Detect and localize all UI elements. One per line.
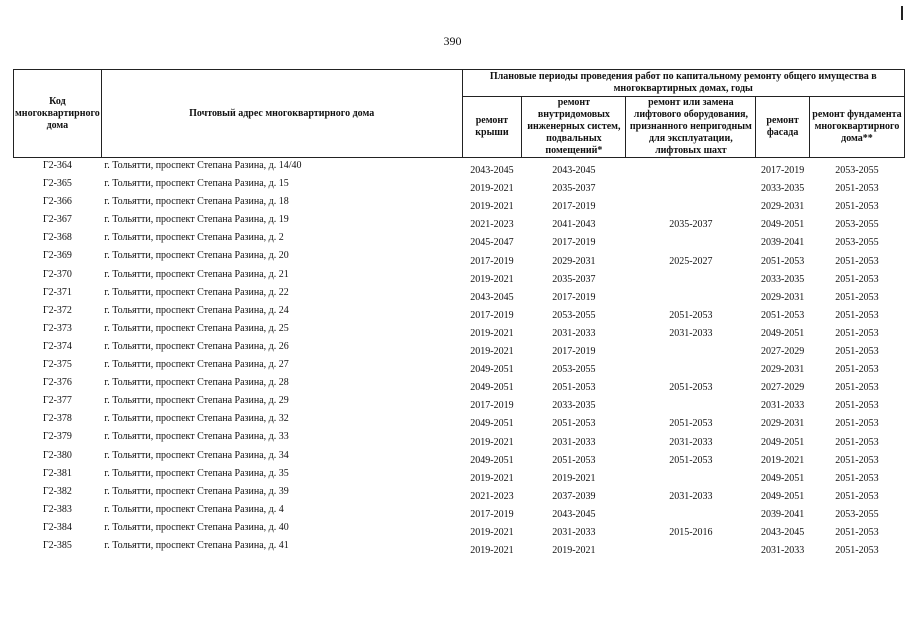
cell-foundation: 2051-2053: [835, 346, 879, 358]
cell-code: Г2-378: [42, 413, 72, 425]
cell-systems: 2037-2039: [552, 490, 596, 502]
table-row: [14, 394, 905, 412]
table-row: [14, 449, 905, 467]
cell-lift: [626, 158, 756, 178]
cell-lift: [626, 358, 756, 376]
header-lift: ремонт или замена лифтового оборудования, признанного непригодным для эксплуатации, лифтовых шахт: [626, 97, 756, 158]
cell-code: Г2-375: [42, 359, 72, 371]
cell-code: Г2-366: [42, 196, 72, 208]
cell-address: г. Тольятти, проспект Степана Разина, д. 41: [104, 539, 289, 551]
cell-systems: 2019-2021: [552, 472, 596, 484]
cell-facade: 2029-2031: [760, 291, 805, 303]
cell-lift: [626, 195, 756, 213]
cell-code: Г2-379: [42, 431, 72, 443]
cell-foundation: 2051-2053: [835, 454, 879, 466]
cell-systems: 2019-2021: [552, 545, 596, 557]
cell-roof: 2045-2047: [470, 237, 514, 249]
cell-code: Г2-365: [42, 178, 72, 190]
cell-systems: 2031-2033: [552, 526, 596, 538]
cell-code: Г2-381: [42, 467, 72, 479]
cell-address: г. Тольятти, проспект Степана Разина, д. 32: [104, 413, 289, 425]
page-number: 390: [443, 34, 462, 48]
cell-lift: 2035-2037: [669, 219, 713, 231]
cell-code: Г2-364: [42, 160, 72, 171]
cell-roof: 2019-2021: [470, 327, 514, 339]
cell-code: Г2-385: [42, 539, 72, 551]
table-row: [14, 376, 905, 394]
cell-address: г. Тольятти, проспект Степана Разина, д. 35: [104, 467, 289, 479]
cell-foundation: 2051-2053: [835, 183, 879, 195]
cell-lift: 2051-2053: [669, 309, 713, 321]
table-row: [14, 467, 905, 485]
cell-foundation: 2051-2053: [835, 418, 879, 430]
cell-roof: 2043-2045: [470, 291, 514, 303]
cell-facade: 2033-2035: [760, 273, 805, 285]
cell-systems: 2051-2053: [552, 418, 596, 430]
table-row: [14, 304, 905, 322]
cell-facade: 2049-2051: [760, 472, 805, 484]
cell-lift: 2031-2033: [669, 327, 713, 339]
cell-lift: [626, 340, 756, 358]
cell-address: г. Тольятти, проспект Степана Разина, д. 19: [104, 214, 289, 226]
cell-lift: [626, 467, 756, 485]
cell-address: г. Тольятти, проспект Степана Разина, д. 25: [104, 322, 289, 334]
cell-foundation: 2051-2053: [835, 327, 879, 339]
cell-roof: 2049-2051: [470, 382, 514, 394]
table-row: [14, 412, 905, 430]
cell-address: г. Тольятти, проспект Степана Разина, д. 20: [104, 250, 289, 262]
cell-roof: 2017-2019: [470, 400, 514, 412]
cell-code: Г2-382: [42, 485, 72, 497]
cell-facade: 2051-2053: [760, 255, 805, 267]
repair-schedule-table: [13, 69, 905, 557]
cell-lift: [626, 177, 756, 195]
cell-foundation: 2051-2053: [835, 545, 879, 557]
cell-foundation: 2051-2053: [835, 472, 879, 484]
cell-address: г. Тольятти, проспект Степана Разина, д. 4: [104, 503, 284, 515]
cell-code: Г2-377: [42, 395, 72, 407]
cell-systems: 2017-2019: [552, 291, 596, 303]
cell-code: Г2-376: [42, 377, 72, 389]
cell-facade: 2031-2033: [760, 400, 805, 412]
cell-code: Г2-370: [42, 268, 72, 280]
cell-foundation: 2053-2055: [835, 219, 879, 231]
table-body: [14, 158, 905, 558]
cell-foundation: 2053-2055: [835, 508, 879, 520]
table-row: [14, 485, 905, 503]
cell-code: Г2-383: [42, 503, 72, 515]
table-row: [14, 430, 905, 448]
header-systems: ремонт внутридомовых инженерных систем, подвальных помещений*: [522, 97, 626, 158]
cell-facade: 2029-2031: [760, 364, 805, 376]
table-row: [14, 340, 905, 358]
cell-code: Г2-373: [42, 322, 72, 334]
cell-foundation: 2051-2053: [835, 436, 879, 448]
cell-roof: 2019-2021: [470, 545, 514, 557]
cell-code: Г2-368: [42, 232, 72, 244]
cell-systems: 2053-2055: [552, 309, 596, 321]
cell-roof: 2017-2019: [470, 508, 514, 520]
header-foundation: ремонт фундамента многоквартирного дома**: [809, 97, 904, 158]
cell-facade: 2051-2053: [760, 309, 805, 321]
cell-facade: 2049-2051: [760, 219, 805, 231]
cell-facade: 2027-2029: [760, 382, 805, 394]
cell-lift: 2051-2053: [669, 454, 713, 466]
cell-systems: 2017-2019: [552, 346, 596, 358]
cell-code: Г2-384: [42, 521, 72, 533]
cell-roof: 2019-2021: [470, 201, 514, 213]
table-row: [14, 286, 905, 304]
cell-roof: 2043-2045: [470, 165, 514, 177]
cell-address: г. Тольятти, проспект Степана Разина, д. 18: [104, 196, 289, 208]
cell-roof: 2021-2023: [470, 219, 514, 231]
cell-roof: 2019-2021: [470, 526, 514, 538]
cell-lift: 2031-2033: [669, 436, 713, 448]
cell-lift: 2031-2033: [669, 490, 713, 502]
cell-systems: 2043-2045: [552, 508, 596, 520]
cell-systems: 2053-2055: [552, 364, 596, 376]
cell-address: г. Тольятти, проспект Степана Разина, д. 39: [104, 485, 289, 497]
cell-foundation: 2051-2053: [835, 490, 879, 502]
cell-systems: 2017-2019: [552, 201, 596, 213]
table-row: [14, 521, 905, 539]
cell-foundation: 2051-2053: [835, 364, 879, 376]
cell-address: г. Тольятти, проспект Степана Разина, д. 21: [104, 268, 289, 280]
cell-roof: 2017-2019: [470, 309, 514, 321]
header-periods-group: Плановые периоды проведения работ по капитальному ремонту общего имущества в многоквартирных домах, годы: [462, 70, 904, 97]
cell-roof: 2019-2021: [470, 346, 514, 358]
cell-address: г. Тольятти, проспект Степана Разина, д. 29: [104, 395, 289, 407]
cell-foundation: 2051-2053: [835, 400, 879, 412]
cell-systems: 2017-2019: [552, 237, 596, 249]
cell-lift: [626, 231, 756, 249]
cell-systems: 2051-2053: [552, 454, 596, 466]
cell-code: Г2-374: [42, 340, 72, 352]
cell-lift: [626, 286, 756, 304]
cell-address: г. Тольятти, проспект Степана Разина, д. 14/40: [104, 160, 302, 171]
cell-systems: 2035-2037: [552, 273, 596, 285]
cell-roof: 2049-2051: [470, 364, 514, 376]
cell-roof: 2017-2019: [470, 255, 514, 267]
cell-lift: 2051-2053: [669, 418, 713, 430]
table-row: [14, 322, 905, 340]
cell-foundation: 2051-2053: [835, 382, 879, 394]
cell-facade: 2019-2021: [760, 454, 805, 466]
cell-address: г. Тольятти, проспект Степана Разина, д. 27: [104, 359, 289, 371]
cell-facade: 2043-2045: [760, 526, 805, 538]
cell-systems: 2031-2033: [552, 327, 596, 339]
table-row: [14, 358, 905, 376]
page-edge-mark: [901, 6, 903, 20]
cell-foundation: 2051-2053: [835, 273, 879, 285]
cell-lift: [626, 394, 756, 412]
cell-roof: 2049-2051: [470, 418, 514, 430]
table-row: [14, 231, 905, 249]
cell-code: Г2-380: [42, 449, 72, 461]
cell-facade: 2039-2041: [760, 508, 805, 520]
cell-roof: 2019-2021: [470, 183, 514, 195]
cell-roof: 2019-2021: [470, 472, 514, 484]
cell-foundation: 2051-2053: [835, 201, 879, 213]
cell-foundation: 2051-2053: [835, 309, 879, 321]
cell-code: Г2-367: [42, 214, 72, 226]
header-address: Почтовый адрес многоквартирного дома: [101, 70, 462, 158]
cell-facade: 2049-2051: [760, 490, 805, 502]
cell-address: г. Тольятти, проспект Степана Разина, д. 33: [104, 431, 289, 443]
cell-lift: [626, 539, 756, 557]
cell-address: г. Тольятти, проспект Степана Разина, д. 15: [104, 178, 289, 190]
cell-facade: 2017-2019: [760, 165, 805, 177]
cell-code: Г2-371: [42, 286, 72, 298]
cell-facade: 2029-2031: [760, 201, 805, 213]
cell-facade: 2049-2051: [760, 327, 805, 339]
table-row: [14, 503, 905, 521]
cell-systems: 2029-2031: [552, 255, 596, 267]
cell-foundation: 2051-2053: [835, 291, 879, 303]
cell-roof: 2049-2051: [470, 454, 514, 466]
cell-facade: 2033-2035: [760, 183, 805, 195]
table-row: [14, 268, 905, 286]
cell-code: Г2-372: [42, 304, 72, 316]
cell-roof: 2019-2021: [470, 273, 514, 285]
cell-systems: 2033-2035: [552, 400, 596, 412]
cell-lift: [626, 503, 756, 521]
cell-address: г. Тольятти, проспект Степана Разина, д. 2: [104, 232, 284, 244]
cell-foundation: 2053-2055: [835, 165, 879, 177]
cell-roof: 2021-2023: [470, 490, 514, 502]
cell-lift: 2015-2016: [669, 526, 713, 538]
table-row: [14, 213, 905, 231]
cell-address: г. Тольятти, проспект Степана Разина, д. 22: [104, 286, 289, 298]
cell-lift: [626, 268, 756, 286]
cell-lift: 2051-2053: [669, 382, 713, 394]
cell-address: г. Тольятти, проспект Степана Разина, д. 26: [104, 340, 289, 352]
header-code: Код многоквартирного дома: [14, 70, 102, 158]
table-row: [14, 177, 905, 195]
cell-facade: 2049-2051: [760, 436, 805, 448]
cell-facade: 2027-2029: [760, 346, 805, 358]
header-roof: ремонт крыши: [462, 97, 522, 158]
table-row: [14, 539, 905, 557]
cell-foundation: 2053-2055: [835, 237, 879, 249]
header-facade: ремонт фасада: [756, 97, 810, 158]
cell-systems: 2043-2045: [552, 165, 596, 177]
table-row: [14, 158, 905, 178]
table-row: [14, 195, 905, 213]
table-header: [14, 70, 905, 158]
cell-address: г. Тольятти, проспект Степана Разина, д. 34: [104, 449, 289, 461]
cell-systems: 2041-2043: [552, 219, 596, 231]
cell-facade: 2031-2033: [760, 545, 805, 557]
cell-code: Г2-369: [42, 250, 72, 262]
table-row: [14, 249, 905, 267]
cell-address: г. Тольятти, проспект Степана Разина, д. 28: [104, 377, 289, 389]
cell-address: г. Тольятти, проспект Степана Разина, д. 24: [104, 304, 289, 316]
cell-lift: 2025-2027: [669, 255, 713, 267]
cell-systems: 2031-2033: [552, 436, 596, 448]
cell-systems: 2035-2037: [552, 183, 596, 195]
cell-foundation: 2051-2053: [835, 255, 879, 267]
cell-foundation: 2051-2053: [835, 526, 879, 538]
cell-facade: 2029-2031: [760, 418, 805, 430]
cell-roof: 2019-2021: [470, 436, 514, 448]
cell-address: г. Тольятти, проспект Степана Разина, д. 40: [104, 521, 289, 533]
cell-facade: 2039-2041: [760, 237, 805, 249]
cell-systems: 2051-2053: [552, 382, 596, 394]
